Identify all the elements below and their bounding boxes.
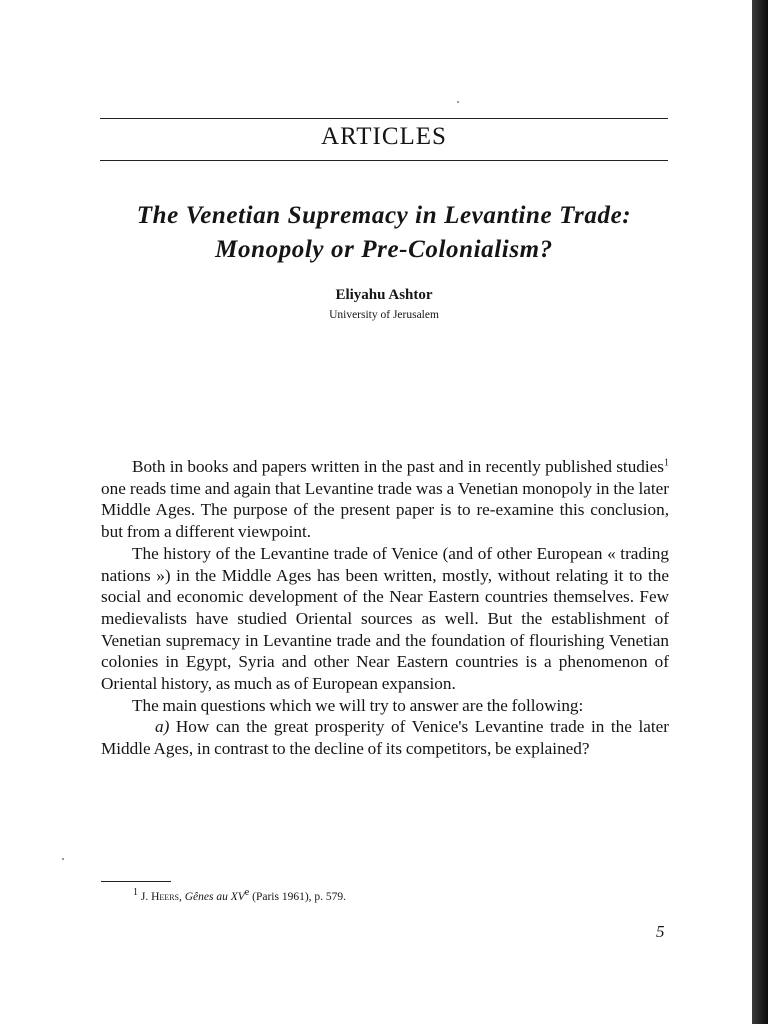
- author-name: Eliyahu Ashtor: [335, 287, 433, 303]
- paragraph-1-text: Both in books and papers written in the past and in recently published studies: [132, 457, 664, 476]
- question-a-marker: a): [155, 717, 170, 737]
- article-body: [101, 456, 669, 760]
- paragraph-1: [101, 456, 669, 543]
- scan-speck: [62, 858, 64, 860]
- footnote-separator: [101, 881, 171, 882]
- footnote-prefix: J.: [138, 891, 152, 903]
- heading-rule-top: [100, 118, 668, 119]
- article-title-line-1: The Venetian Supremacy in Levantine Trade:: [136, 202, 632, 229]
- scan-edge-shadow: [752, 0, 768, 1024]
- article-title-line-2: Monopoly or Pre-Colonialism?: [215, 236, 553, 263]
- scan-speck: [457, 101, 459, 103]
- paragraph-3: The main questions which we will try to answer are the following:: [132, 695, 584, 715]
- article-title: [100, 199, 668, 267]
- heading-rule-bottom: [100, 160, 668, 161]
- footnote-work-superscript: e: [244, 887, 250, 899]
- footnote-work: Gênes au XV: [184, 891, 245, 903]
- footnote: [133, 887, 347, 903]
- footnote-reference: 1: [664, 457, 669, 469]
- footnote-number: 1: [133, 887, 138, 899]
- footnote-author: Heers: [151, 891, 179, 903]
- question-a: [101, 716, 669, 759]
- paragraph-2: The history of the Levantine trade of Venice (and of other European « trading nations ») in the Middle Ages has been written, mostly, without relating it to the social and economic development of the Near Eastern countries themselves. Few medievalists have studied Oriental sources as well. But the establishment of Venetian supremacy in Levantine trade and the foundation of flourishing Venetian colonies in Egypt, Syria and other Near Eastern countries is a phenomenon of Oriental history, as much as of European expansion.: [101, 543, 669, 694]
- footnote-separator-text: ,: [178, 891, 185, 903]
- question-a-text: How can the great prosperity of Venice's Levantine trade in the later Middle Ages, in contrast to the decline of its competitors, be explained?: [101, 717, 669, 759]
- footnote-details: (Paris 1961), p. 579.: [249, 891, 347, 903]
- page-number: 5: [656, 922, 665, 941]
- paragraph-1-continued: one reads time and again that Levantine trade was a Venetian monopoly in the later Middle Ages. The purpose of the present paper is to re-examine this conclusion, but from a different viewpoint.: [101, 478, 669, 542]
- section-heading: ARTICLES: [321, 123, 447, 150]
- author-affiliation: University of Jerusalem: [329, 309, 439, 321]
